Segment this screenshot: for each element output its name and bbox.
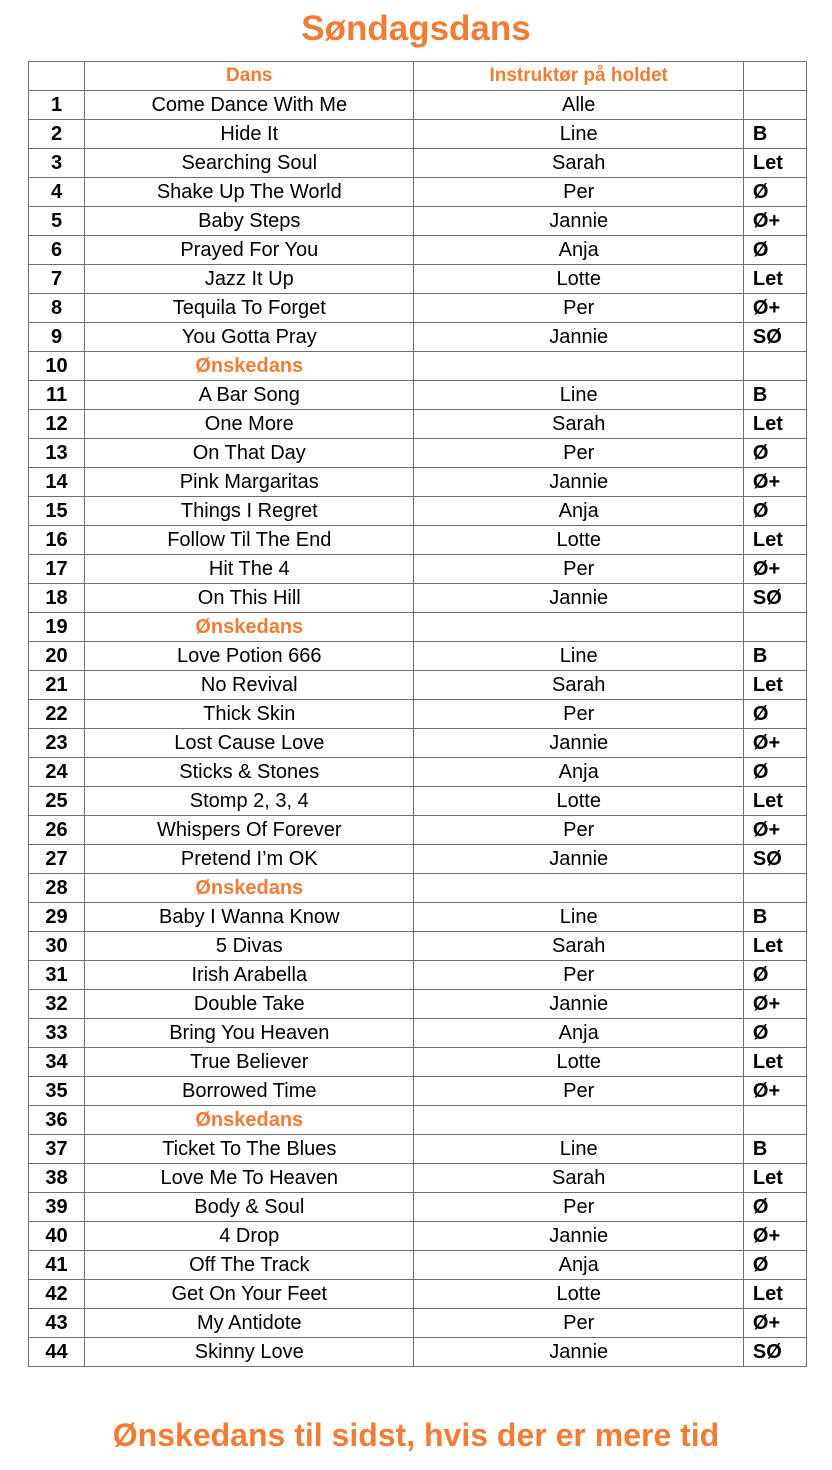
level-badge: Ø xyxy=(743,1019,806,1048)
table-row xyxy=(29,613,807,642)
dance-name: Baby Steps xyxy=(85,207,414,236)
instructor-name: Anja xyxy=(414,236,743,265)
dance-name: True Believer xyxy=(85,1048,414,1077)
table-body xyxy=(29,91,807,1367)
row-number: 20 xyxy=(29,642,85,671)
instructor-name: Alle xyxy=(414,91,743,120)
row-number: 24 xyxy=(29,758,85,787)
table-row xyxy=(29,642,807,671)
instructor-name xyxy=(414,613,743,642)
row-number: 6 xyxy=(29,236,85,265)
row-number: 16 xyxy=(29,526,85,555)
row-number: 8 xyxy=(29,294,85,323)
table-row xyxy=(29,120,807,149)
row-number: 26 xyxy=(29,816,85,845)
level-badge: Ø+ xyxy=(743,1309,806,1338)
dance-name: Skinny Love xyxy=(85,1338,414,1367)
level-badge: Ø+ xyxy=(743,816,806,845)
dance-name: You Gotta Pray xyxy=(85,323,414,352)
table-row xyxy=(29,352,807,381)
instructor-name: Lotte xyxy=(414,265,743,294)
instructor-name: Line xyxy=(414,120,743,149)
row-number: 41 xyxy=(29,1251,85,1280)
dance-name: Irish Arabella xyxy=(85,961,414,990)
header-number xyxy=(29,62,85,91)
dance-name: Off The Track xyxy=(85,1251,414,1280)
table-row xyxy=(29,845,807,874)
table-row xyxy=(29,1019,807,1048)
dance-name: No Revival xyxy=(85,671,414,700)
level-badge: Let xyxy=(743,1164,806,1193)
row-number: 22 xyxy=(29,700,85,729)
row-number: 23 xyxy=(29,729,85,758)
level-badge: SØ xyxy=(743,584,806,613)
instructor-name: Per xyxy=(414,555,743,584)
instructor-name: Per xyxy=(414,1193,743,1222)
row-number: 25 xyxy=(29,787,85,816)
instructor-name: Jannie xyxy=(414,323,743,352)
table-row xyxy=(29,439,807,468)
dance-name: Follow Til The End xyxy=(85,526,414,555)
table-row xyxy=(29,1048,807,1077)
level-badge xyxy=(743,1106,806,1135)
instructor-name xyxy=(414,352,743,381)
table-header-row xyxy=(29,62,807,91)
row-number: 13 xyxy=(29,439,85,468)
level-badge: B xyxy=(743,903,806,932)
table-row xyxy=(29,671,807,700)
dance-name: 5 Divas xyxy=(85,932,414,961)
dance-name: Double Take xyxy=(85,990,414,1019)
dance-name: Whispers Of Forever xyxy=(85,816,414,845)
level-badge: SØ xyxy=(743,845,806,874)
level-badge: Ø xyxy=(743,178,806,207)
header-dance: Dans xyxy=(85,62,414,91)
table-row xyxy=(29,932,807,961)
level-badge: Ø+ xyxy=(743,990,806,1019)
dance-name: Come Dance With Me xyxy=(85,91,414,120)
dance-name: Hit The 4 xyxy=(85,555,414,584)
dance-name: Get On Your Feet xyxy=(85,1280,414,1309)
instructor-name: Lotte xyxy=(414,787,743,816)
row-number: 42 xyxy=(29,1280,85,1309)
level-badge: Let xyxy=(743,265,806,294)
row-number: 31 xyxy=(29,961,85,990)
level-badge: Ø xyxy=(743,961,806,990)
instructor-name: Jannie xyxy=(414,990,743,1019)
level-badge xyxy=(743,352,806,381)
row-number: 17 xyxy=(29,555,85,584)
table-row xyxy=(29,700,807,729)
table-row xyxy=(29,816,807,845)
level-badge: Ø+ xyxy=(743,468,806,497)
instructor-name: Anja xyxy=(414,497,743,526)
instructor-name: Per xyxy=(414,1309,743,1338)
table-row xyxy=(29,1222,807,1251)
level-badge: Ø+ xyxy=(743,294,806,323)
instructor-name: Per xyxy=(414,178,743,207)
level-badge: Ø+ xyxy=(743,207,806,236)
instructor-name xyxy=(414,1106,743,1135)
table-row xyxy=(29,758,807,787)
instructor-name: Per xyxy=(414,439,743,468)
level-badge: Ø xyxy=(743,236,806,265)
level-badge: Let xyxy=(743,932,806,961)
table-row xyxy=(29,1338,807,1367)
dance-name: Pink Margaritas xyxy=(85,468,414,497)
table-row xyxy=(29,961,807,990)
table-row xyxy=(29,91,807,120)
table-row xyxy=(29,584,807,613)
table-row xyxy=(29,468,807,497)
table-row xyxy=(29,497,807,526)
table-row xyxy=(29,1251,807,1280)
level-badge: SØ xyxy=(743,323,806,352)
dance-name: Bring You Heaven xyxy=(85,1019,414,1048)
dance-name: Ticket To The Blues xyxy=(85,1135,414,1164)
level-badge: Ø+ xyxy=(743,1077,806,1106)
table-row xyxy=(29,323,807,352)
row-number: 44 xyxy=(29,1338,85,1367)
row-number: 12 xyxy=(29,410,85,439)
level-badge: Let xyxy=(743,526,806,555)
instructor-name: Per xyxy=(414,1077,743,1106)
instructor-name xyxy=(414,874,743,903)
row-number: 36 xyxy=(29,1106,85,1135)
table-row xyxy=(29,294,807,323)
instructor-name: Jannie xyxy=(414,584,743,613)
level-badge: Ø xyxy=(743,758,806,787)
table-row xyxy=(29,1077,807,1106)
row-number: 29 xyxy=(29,903,85,932)
level-badge: Let xyxy=(743,1280,806,1309)
level-badge: Let xyxy=(743,787,806,816)
instructor-name: Sarah xyxy=(414,410,743,439)
instructor-name: Anja xyxy=(414,1251,743,1280)
level-badge: Ø xyxy=(743,1193,806,1222)
table-row xyxy=(29,1164,807,1193)
row-number: 37 xyxy=(29,1135,85,1164)
table-row xyxy=(29,410,807,439)
level-badge: B xyxy=(743,381,806,410)
table-row xyxy=(29,787,807,816)
dance-name: My Antidote xyxy=(85,1309,414,1338)
dance-schedule-table xyxy=(28,61,807,1367)
dance-name: Stomp 2, 3, 4 xyxy=(85,787,414,816)
dance-name: Love Potion 666 xyxy=(85,642,414,671)
dance-name: Hide It xyxy=(85,120,414,149)
dance-name: Shake Up The World xyxy=(85,178,414,207)
dance-name: One More xyxy=(85,410,414,439)
level-badge: B xyxy=(743,642,806,671)
header-instructor: Instruktør på holdet xyxy=(414,62,743,91)
dance-name: Love Me To Heaven xyxy=(85,1164,414,1193)
instructor-name: Per xyxy=(414,294,743,323)
row-number: 19 xyxy=(29,613,85,642)
dance-name: Sticks & Stones xyxy=(85,758,414,787)
instructor-name: Per xyxy=(414,816,743,845)
table-row xyxy=(29,1280,807,1309)
row-number: 4 xyxy=(29,178,85,207)
instructor-name: Per xyxy=(414,700,743,729)
instructor-name: Lotte xyxy=(414,1048,743,1077)
instructor-name: Per xyxy=(414,961,743,990)
row-number: 3 xyxy=(29,149,85,178)
dance-name: Prayed For You xyxy=(85,236,414,265)
instructor-name: Jannie xyxy=(414,207,743,236)
table-row xyxy=(29,874,807,903)
level-badge: Let xyxy=(743,149,806,178)
dance-name: Pretend I’m OK xyxy=(85,845,414,874)
level-badge: Ø+ xyxy=(743,1222,806,1251)
instructor-name: Anja xyxy=(414,1019,743,1048)
level-badge: Ø+ xyxy=(743,555,806,584)
table-row xyxy=(29,265,807,294)
row-number: 21 xyxy=(29,671,85,700)
row-number: 35 xyxy=(29,1077,85,1106)
instructor-name: Line xyxy=(414,903,743,932)
instructor-name: Sarah xyxy=(414,671,743,700)
dance-name: A Bar Song xyxy=(85,381,414,410)
level-badge xyxy=(743,91,806,120)
dance-name: Things I Regret xyxy=(85,497,414,526)
dance-name: Ønskedans xyxy=(85,1106,414,1135)
dance-name: Tequila To Forget xyxy=(85,294,414,323)
level-badge: Ø xyxy=(743,439,806,468)
dance-name: Thick Skin xyxy=(85,700,414,729)
table-row xyxy=(29,729,807,758)
row-number: 15 xyxy=(29,497,85,526)
level-badge: Let xyxy=(743,410,806,439)
dance-name: On This Hill xyxy=(85,584,414,613)
level-badge xyxy=(743,613,806,642)
row-number: 1 xyxy=(29,91,85,120)
row-number: 38 xyxy=(29,1164,85,1193)
instructor-name: Lotte xyxy=(414,526,743,555)
level-badge: B xyxy=(743,120,806,149)
table-row xyxy=(29,903,807,932)
row-number: 9 xyxy=(29,323,85,352)
header-level xyxy=(743,62,806,91)
row-number: 40 xyxy=(29,1222,85,1251)
table-row xyxy=(29,381,807,410)
level-badge: Let xyxy=(743,1048,806,1077)
table-row xyxy=(29,1106,807,1135)
dance-name: Ønskedans xyxy=(85,613,414,642)
row-number: 33 xyxy=(29,1019,85,1048)
dance-name: 4 Drop xyxy=(85,1222,414,1251)
instructor-name: Jannie xyxy=(414,1222,743,1251)
row-number: 7 xyxy=(29,265,85,294)
level-badge: SØ xyxy=(743,1338,806,1367)
row-number: 5 xyxy=(29,207,85,236)
footer-note: Ønskedans til sidst, hvis der er mere tid xyxy=(112,1417,720,1453)
table-row xyxy=(29,1135,807,1164)
level-badge: Ø+ xyxy=(743,729,806,758)
instructor-name: Line xyxy=(414,381,743,410)
row-number: 10 xyxy=(29,352,85,381)
table-row xyxy=(29,526,807,555)
row-number: 39 xyxy=(29,1193,85,1222)
row-number: 30 xyxy=(29,932,85,961)
table-row xyxy=(29,1309,807,1338)
instructor-name: Jannie xyxy=(414,468,743,497)
dance-name: Jazz It Up xyxy=(85,265,414,294)
page-title: Søndagsdans xyxy=(301,9,531,48)
level-badge: Ø xyxy=(743,700,806,729)
level-badge: Ø xyxy=(743,497,806,526)
table-row xyxy=(29,555,807,584)
dance-name: Body & Soul xyxy=(85,1193,414,1222)
instructor-name: Line xyxy=(414,642,743,671)
instructor-name: Jannie xyxy=(414,1338,743,1367)
dance-name: Ønskedans xyxy=(85,352,414,381)
table-row xyxy=(29,178,807,207)
row-number: 18 xyxy=(29,584,85,613)
dance-name: Ønskedans xyxy=(85,874,414,903)
instructor-name: Jannie xyxy=(414,729,743,758)
level-badge: Ø xyxy=(743,1251,806,1280)
row-number: 2 xyxy=(29,120,85,149)
dance-name: Baby I Wanna Know xyxy=(85,903,414,932)
row-number: 43 xyxy=(29,1309,85,1338)
dance-name: Searching Soul xyxy=(85,149,414,178)
instructor-name: Lotte xyxy=(414,1280,743,1309)
row-number: 27 xyxy=(29,845,85,874)
table-row xyxy=(29,1193,807,1222)
dance-name: Borrowed Time xyxy=(85,1077,414,1106)
instructor-name: Sarah xyxy=(414,1164,743,1193)
instructor-name: Sarah xyxy=(414,149,743,178)
instructor-name: Line xyxy=(414,1135,743,1164)
row-number: 14 xyxy=(29,468,85,497)
instructor-name: Anja xyxy=(414,758,743,787)
instructor-name: Jannie xyxy=(414,845,743,874)
dance-name: On That Day xyxy=(85,439,414,468)
instructor-name: Sarah xyxy=(414,932,743,961)
table-row xyxy=(29,990,807,1019)
table-row xyxy=(29,236,807,265)
row-number: 11 xyxy=(29,381,85,410)
table-row xyxy=(29,207,807,236)
level-badge: Let xyxy=(743,671,806,700)
row-number: 28 xyxy=(29,874,85,903)
dance-name: Lost Cause Love xyxy=(85,729,414,758)
row-number: 32 xyxy=(29,990,85,1019)
row-number: 34 xyxy=(29,1048,85,1077)
table-row xyxy=(29,149,807,178)
level-badge xyxy=(743,874,806,903)
level-badge: B xyxy=(743,1135,806,1164)
